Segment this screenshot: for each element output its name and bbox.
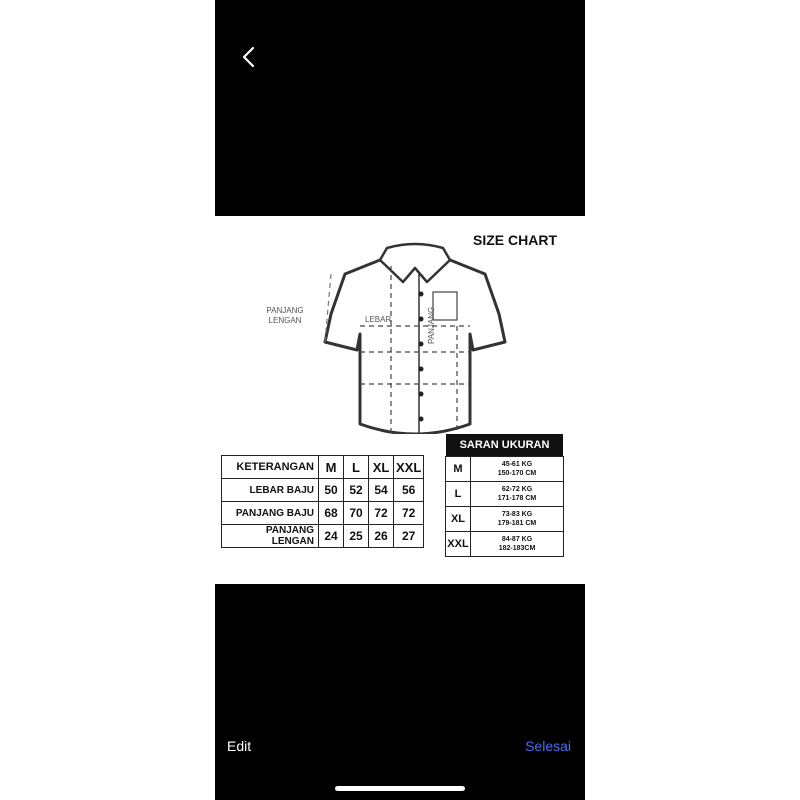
done-button[interactable]: Selesai <box>525 738 571 754</box>
table-header-cell: XL <box>369 456 394 479</box>
table-cell <box>471 482 564 507</box>
table-cell: XXL <box>446 532 471 557</box>
table-cell: 72 <box>394 502 424 525</box>
image-viewer <box>215 0 585 800</box>
shirt-illustration <box>315 234 515 434</box>
table-cell <box>471 532 564 557</box>
size-chart-title: SIZE CHART <box>473 232 557 248</box>
height-text: 179-181 CM <box>497 520 537 527</box>
table-row <box>446 482 564 507</box>
edit-button[interactable]: Edit <box>227 738 252 754</box>
table-cell: 54 <box>369 479 394 502</box>
back-button[interactable] <box>235 42 265 72</box>
table-cell: XL <box>446 507 471 532</box>
table-cell <box>471 507 564 532</box>
weight-text: 62-72 KG <box>501 486 533 493</box>
height-text: 150-170 CM <box>497 470 537 477</box>
table-cell <box>471 457 564 482</box>
table-row <box>222 502 424 525</box>
weight-text: 84-87 KG <box>501 536 533 543</box>
weight-text: 73-83 KG <box>501 511 533 518</box>
weight-text: 45-61 KG <box>501 461 533 468</box>
table-header-cell: M <box>319 456 344 479</box>
table-cell: 24 <box>319 525 344 548</box>
table-cell: L <box>446 482 471 507</box>
table-header-cell: L <box>344 456 369 479</box>
table-row <box>446 507 564 532</box>
size-measure-table <box>221 455 424 548</box>
height-text: 171-178 CM <box>497 495 537 502</box>
table-cell: PANJANG LENGAN <box>222 525 319 548</box>
size-recommendation-table <box>445 456 564 557</box>
table-cell: 25 <box>344 525 369 548</box>
label-lebar: LEBAR <box>365 315 392 324</box>
table-cell: 70 <box>344 502 369 525</box>
table-cell: PANJANG BAJU <box>222 502 319 525</box>
chevron-left-icon <box>235 42 265 72</box>
table-row <box>222 479 424 502</box>
label-panjang: PANJANG <box>427 306 436 344</box>
table-cell: 52 <box>344 479 369 502</box>
home-indicator[interactable] <box>335 786 465 791</box>
height-text: 182-183CM <box>498 545 536 552</box>
table-cell: 56 <box>394 479 424 502</box>
table-row <box>446 532 564 557</box>
table-row <box>222 525 424 548</box>
table-cell: LEBAR BAJU <box>222 479 319 502</box>
size-chart-image <box>215 216 585 584</box>
table-cell: 68 <box>319 502 344 525</box>
table-cell: 72 <box>369 502 394 525</box>
table-cell: M <box>446 457 471 482</box>
saran-ukuran-header: SARAN UKURAN <box>446 434 563 456</box>
table-header-cell: KETERANGAN <box>222 456 319 479</box>
table-header-cell: XXL <box>394 456 424 479</box>
table-row <box>446 457 564 482</box>
label-panjang-lengan: PANJANG LENGAN <box>266 306 304 325</box>
table-cell: 27 <box>394 525 424 548</box>
table-cell: 50 <box>319 479 344 502</box>
table-cell: 26 <box>369 525 394 548</box>
table-header-row <box>222 456 424 479</box>
